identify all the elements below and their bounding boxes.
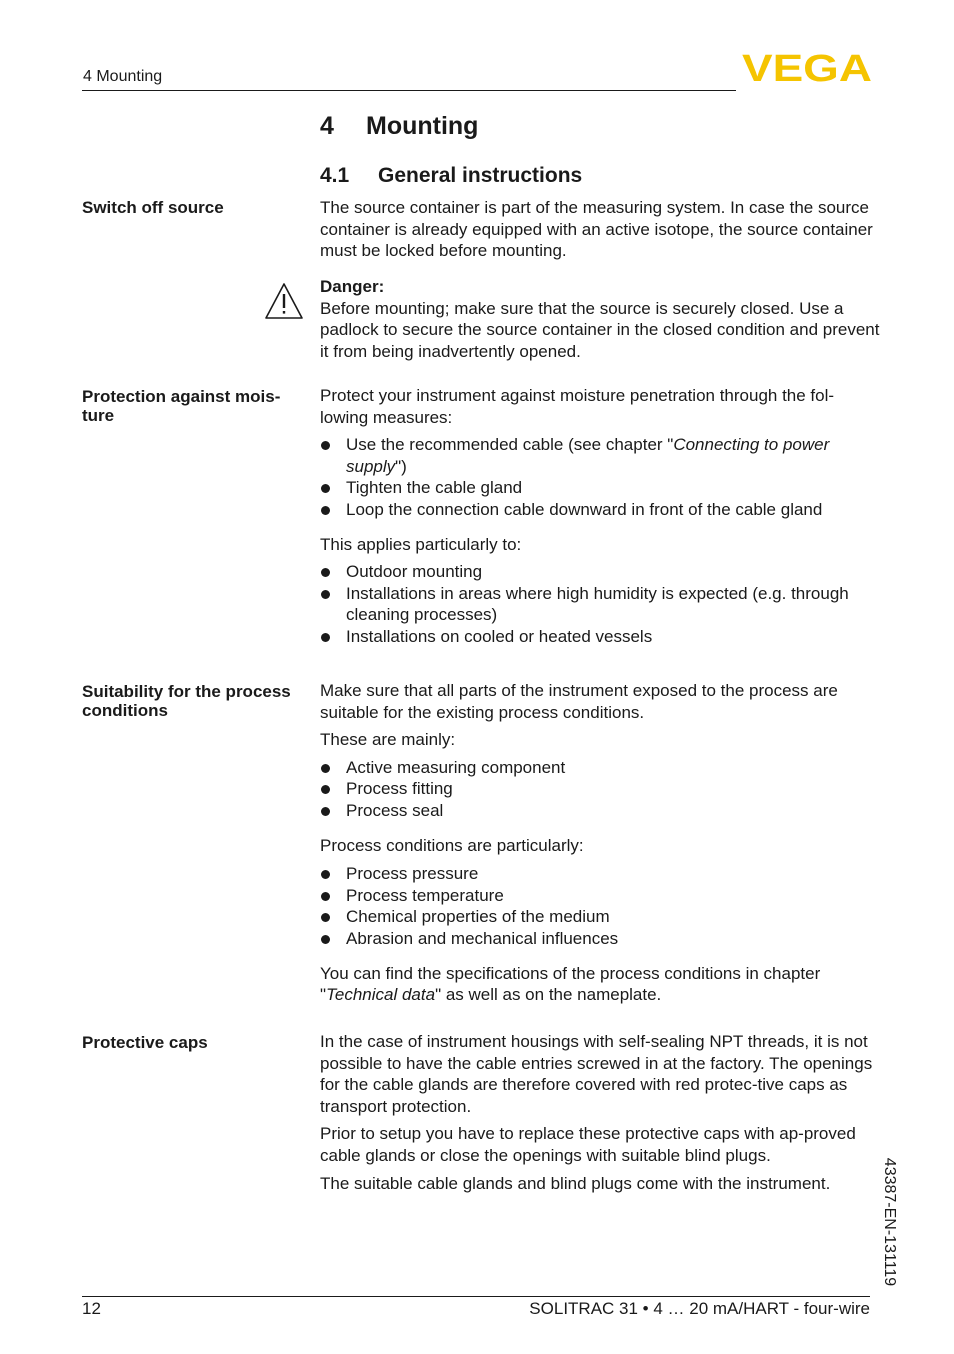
list-item (320, 778, 880, 800)
chapter-reference: Technical data (326, 985, 436, 1005)
bullet-icon (321, 870, 330, 879)
list-item (320, 906, 880, 928)
suitability-conditions-list (320, 863, 880, 949)
list-item (320, 434, 880, 477)
bullet-icon (321, 590, 330, 599)
bullet-icon (321, 892, 330, 901)
section-title: General instructions (378, 164, 583, 187)
chapter-title: Mounting (366, 112, 479, 140)
list-item-text: Installations in areas where high humidity is expected (e.g. through cleaning processes) (346, 583, 849, 625)
caps-para-3: The suitable cable glands and blind plugs come with the instrument. (320, 1173, 831, 1193)
suitability-spec (320, 963, 880, 1006)
danger-block (320, 276, 880, 362)
suitability-mainly: These are mainly: (320, 730, 456, 750)
moisture-intro: Protect your instrument against moisture penetration through the fol-lowing measures: (320, 386, 835, 427)
logo-text: VEGA (742, 52, 872, 84)
list-item (320, 885, 880, 907)
list-item-text: ") (395, 456, 407, 476)
list-item (320, 757, 880, 779)
list-item-text: Process fitting (346, 779, 453, 799)
list-item-text: Active measuring component (346, 757, 566, 777)
document-number: 43387-EN-131119 (881, 1157, 898, 1287)
bullet-icon (321, 764, 330, 773)
list-item (320, 800, 880, 822)
header-rule (82, 90, 736, 91)
list-item (320, 583, 880, 626)
list-item-text: Tighten the cable gland (346, 478, 523, 498)
list-item (320, 561, 880, 583)
danger-text: Before mounting; make sure that the source is securely closed. Use a padlock to secure the source container in the closed condition and prevent it from being inadvertently opened. (320, 298, 880, 361)
list-item-text: Installations on cooled or heated vessels (346, 626, 653, 646)
side-label-moisture: Protection against mois-ture (82, 387, 281, 425)
moisture-block (320, 385, 880, 648)
side-label-suitability: Suitability for the process conditions (82, 682, 291, 720)
bullet-icon (321, 441, 330, 450)
bullet-icon (321, 807, 330, 816)
suitability-block (320, 680, 880, 1006)
bullet-icon (321, 935, 330, 944)
switch-off-paragraph: The source container is part of the measuring system. In case the source container is already equipped with an active isotope, the source container must be locked before mounting. (320, 198, 873, 261)
moisture-measures-list (320, 434, 880, 520)
list-item-text: Process pressure (346, 864, 479, 884)
running-header: 4 Mounting (83, 68, 163, 85)
caps-para-2: Prior to setup you have to replace these protective caps with ap-proved cable glands or close the openings with suitable blind plugs. (320, 1124, 856, 1165)
bullet-icon (321, 568, 330, 577)
chapter-heading (320, 112, 478, 141)
bullet-icon (321, 785, 330, 794)
warning-icon (264, 282, 304, 320)
chapter-number: 4 (320, 112, 334, 140)
suitability-mainly-list (320, 757, 880, 822)
danger-title: Danger: (320, 277, 385, 296)
moisture-applies: This applies particularly to: (320, 534, 522, 554)
list-item-text: Process temperature (346, 885, 504, 905)
caps-para-1: In the case of instrument housings with self-sealing NPT threads, it is not possible to have the cable entries screwed in at the factory. The openings for the cable glands are therefore covered with red protec-tive caps as transport protection. (320, 1032, 873, 1116)
list-item (320, 863, 880, 885)
bullet-icon (321, 913, 330, 922)
section-heading (320, 164, 582, 188)
list-item-text: Process seal (346, 800, 444, 820)
chapter-reference: Connecting to power supply (346, 435, 830, 476)
spec-text: " as well as on the nameplate. (435, 985, 662, 1005)
list-item (320, 928, 880, 950)
list-item-text: Outdoor mounting (346, 562, 483, 582)
footer-rule (82, 1296, 870, 1297)
vega-logo (742, 52, 872, 84)
list-item-text: Use the recommended cable (see chapter " (346, 435, 674, 455)
caps-block (320, 1031, 880, 1194)
section-number: 4.1 (320, 164, 350, 187)
list-item (320, 477, 880, 499)
switch-off-para-block (320, 197, 880, 262)
moisture-applies-list (320, 561, 880, 647)
list-item-text: Abrasion and mechanical influences (346, 928, 619, 948)
footer-product: SOLITRAC 31 • 4 … 20 mA/HART - four-wire (529, 1299, 870, 1318)
side-label-caps: Protective caps (82, 1033, 208, 1052)
page-number: 12 (82, 1299, 101, 1318)
list-item-text: Chemical properties of the medium (346, 907, 610, 927)
bullet-icon (321, 506, 330, 515)
list-item (320, 499, 880, 521)
suitability-intro: Make sure that all parts of the instrument exposed to the process are suitable for the existing process conditions. (320, 681, 838, 722)
side-label-switch-off: Switch off source (82, 198, 224, 217)
spec-text: You can find the specifications of the process conditions in chapter " (320, 963, 821, 1005)
list-item (320, 626, 880, 648)
suitability-conditions: Process conditions are particularly: (320, 835, 584, 855)
list-item-text: Loop the connection cable downward in front of the cable gland (346, 499, 823, 519)
bullet-icon (321, 484, 330, 493)
bullet-icon (321, 633, 330, 642)
